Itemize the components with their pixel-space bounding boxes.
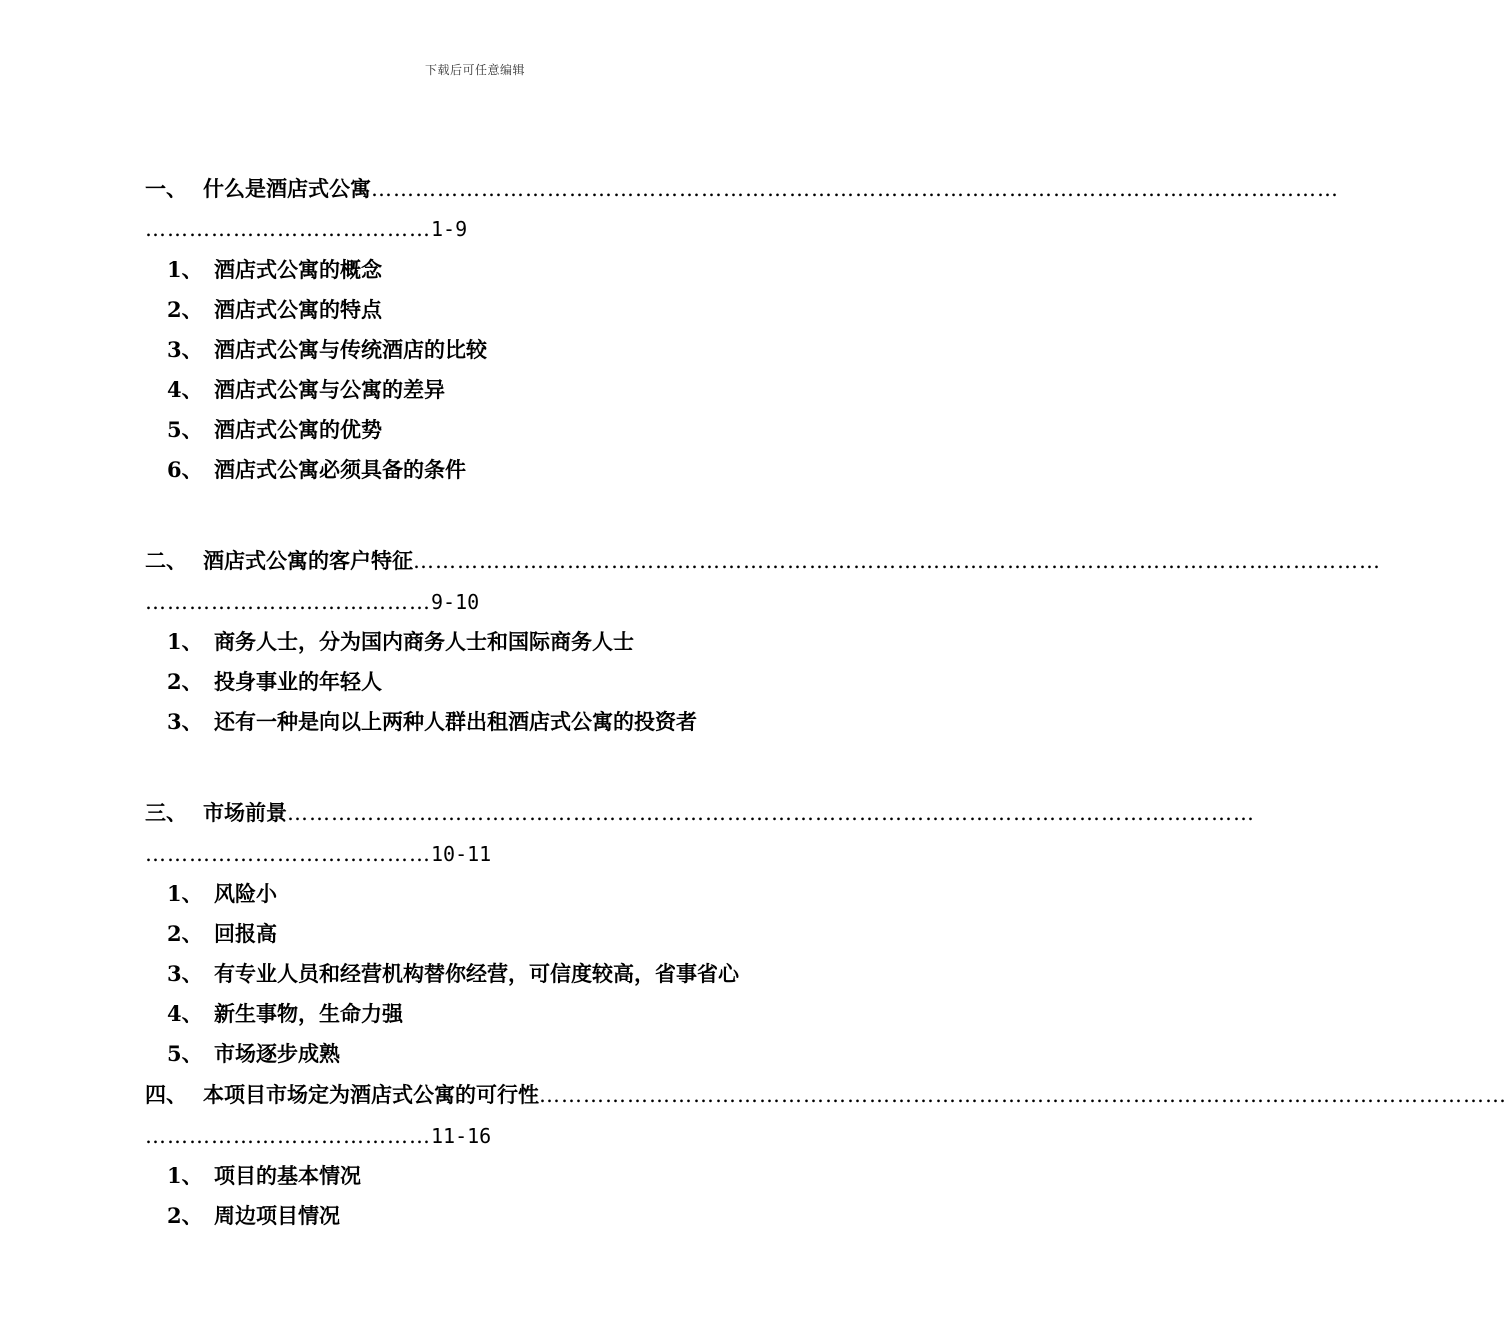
toc-section-1-pages bbox=[145, 215, 467, 243]
toc-item[interactable] bbox=[167, 708, 697, 736]
item-number: 5、 bbox=[167, 1041, 203, 1066]
toc-item[interactable] bbox=[167, 1162, 361, 1190]
item-number: 4、 bbox=[167, 377, 203, 402]
item-text: 酒店式公寓与传统酒店的比较 bbox=[214, 337, 487, 362]
toc-item[interactable] bbox=[167, 1202, 340, 1230]
item-text: 周边项目情况 bbox=[214, 1203, 340, 1228]
item-number: 1、 bbox=[167, 1163, 203, 1188]
toc-section-2[interactable] bbox=[145, 547, 1381, 575]
toc-item[interactable] bbox=[167, 880, 277, 908]
toc-item[interactable] bbox=[167, 668, 382, 696]
section-number: 二、 bbox=[145, 548, 187, 573]
section-number: 三、 bbox=[145, 800, 187, 825]
item-text: 风险小 bbox=[214, 881, 277, 906]
item-number: 5、 bbox=[167, 417, 203, 442]
toc-section-1[interactable] bbox=[145, 175, 1339, 203]
dot-leader: ………………………………… bbox=[145, 590, 431, 614]
item-text: 酒店式公寓的特点 bbox=[214, 297, 382, 322]
item-number: 3、 bbox=[167, 961, 203, 986]
item-number: 4、 bbox=[167, 1001, 203, 1026]
section-number: 四、 bbox=[145, 1082, 187, 1107]
toc-section-4-pages bbox=[145, 1122, 491, 1150]
item-number: 2、 bbox=[167, 297, 203, 322]
item-number: 1、 bbox=[167, 629, 203, 654]
toc-item[interactable] bbox=[167, 416, 382, 444]
page-range: 1-9 bbox=[431, 217, 468, 241]
item-text: 新生事物，生命力强 bbox=[214, 1001, 403, 1026]
item-number: 1、 bbox=[167, 881, 203, 906]
dot-leader: …………………………………………………………………………………………………………………… bbox=[371, 177, 1339, 201]
item-text: 酒店式公寓与公寓的差异 bbox=[214, 377, 445, 402]
dot-leader: ………………………………… bbox=[145, 217, 431, 241]
item-number: 2、 bbox=[167, 1203, 203, 1228]
page-header-note: 下载后可任意编辑 bbox=[424, 63, 525, 77]
toc-section-3-pages bbox=[145, 840, 491, 868]
dot-leader: …………………………………………………………………………………………………………………… bbox=[287, 801, 1255, 825]
section-title: 本项目市场定为酒店式公寓的可行性 bbox=[203, 1082, 539, 1107]
section-title: 市场前景 bbox=[203, 800, 287, 825]
toc-item[interactable] bbox=[167, 920, 277, 948]
dot-leader: …………………………………………………………………………………………………………………… bbox=[539, 1083, 1507, 1107]
dot-leader: ………………………………… bbox=[145, 1124, 431, 1148]
toc-item[interactable] bbox=[167, 336, 487, 364]
page-range: 9-10 bbox=[431, 590, 480, 614]
toc-section-3[interactable] bbox=[145, 799, 1255, 827]
toc-item[interactable] bbox=[167, 256, 382, 284]
dot-leader: ………………………………… bbox=[145, 842, 431, 866]
item-text: 酒店式公寓的优势 bbox=[214, 417, 382, 442]
toc-item[interactable] bbox=[167, 456, 466, 484]
item-number: 6、 bbox=[167, 457, 203, 482]
toc-section-4[interactable] bbox=[145, 1081, 1507, 1109]
section-title: 酒店式公寓的客户特征 bbox=[203, 548, 413, 573]
section-number: 一、 bbox=[145, 176, 187, 201]
toc-item[interactable] bbox=[167, 628, 634, 656]
item-text: 回报高 bbox=[214, 921, 277, 946]
page-range: 11-16 bbox=[431, 1124, 492, 1148]
item-number: 3、 bbox=[167, 337, 203, 362]
toc-section-2-pages bbox=[145, 588, 479, 616]
item-number: 1、 bbox=[167, 257, 203, 282]
toc-item[interactable] bbox=[167, 1040, 340, 1068]
toc-item[interactable] bbox=[167, 960, 739, 988]
item-text: 酒店式公寓必须具备的条件 bbox=[214, 457, 466, 482]
item-number: 2、 bbox=[167, 921, 203, 946]
item-text: 商务人士，分为国内商务人士和国际商务人士 bbox=[214, 629, 634, 654]
item-text: 项目的基本情况 bbox=[214, 1163, 361, 1188]
item-text: 市场逐步成熟 bbox=[214, 1041, 340, 1066]
section-title: 什么是酒店式公寓 bbox=[203, 176, 371, 201]
toc-item[interactable] bbox=[167, 296, 382, 324]
item-text: 还有一种是向以上两种人群出租酒店式公寓的投资者 bbox=[214, 709, 697, 734]
item-number: 3、 bbox=[167, 709, 203, 734]
item-text: 投身事业的年轻人 bbox=[214, 669, 382, 694]
toc-item[interactable] bbox=[167, 1000, 403, 1028]
dot-leader: …………………………………………………………………………………………………………………… bbox=[413, 549, 1381, 573]
page-range: 10-11 bbox=[431, 842, 492, 866]
toc-item[interactable] bbox=[167, 376, 445, 404]
item-number: 2、 bbox=[167, 669, 203, 694]
item-text: 有专业人员和经营机构替你经营，可信度较高，省事省心 bbox=[214, 961, 739, 986]
item-text: 酒店式公寓的概念 bbox=[214, 257, 382, 282]
